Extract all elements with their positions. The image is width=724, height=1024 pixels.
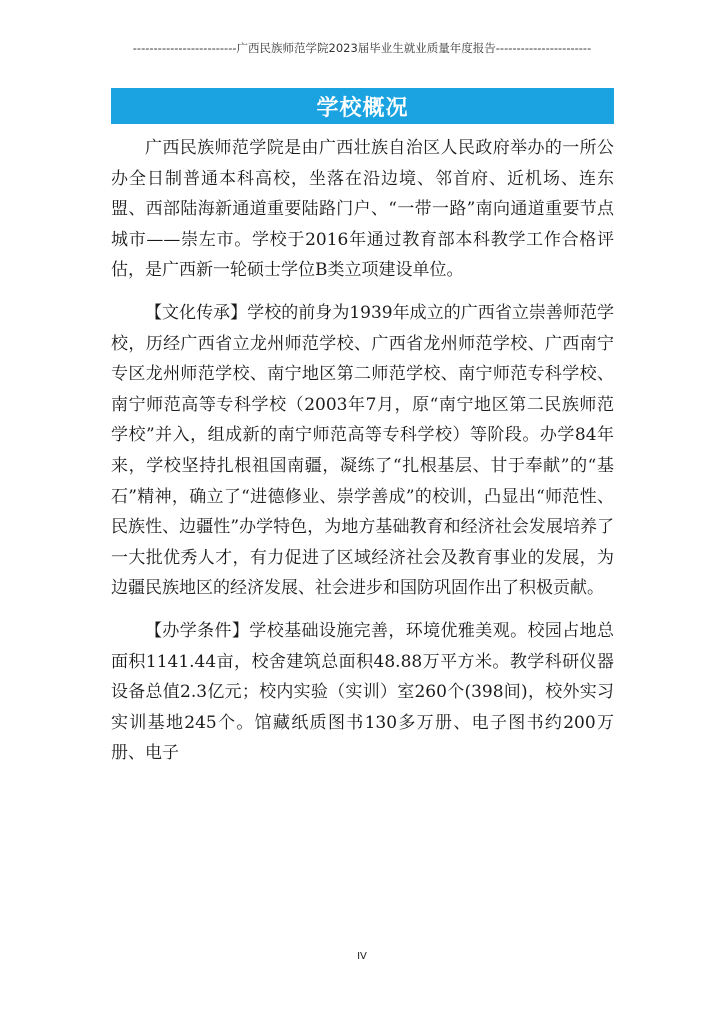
running-header: -------------------------广西民族师范学院2023届毕业生就业质量年度报告-----------------------: [132, 41, 592, 55]
section-title: 学校概况: [316, 95, 409, 121]
paragraph-cultural-heritage: 【文化传承】学校的前身为1939年成立的广西省立崇善师范学校，历经广西省立龙州师范学校、广西省龙州师范学校、广西南宁专区龙州师范学校、南宁地区第二师范学校、南宁师范专科学校、南宁师范高等专科学校（2003年7月，原“南宁地区第二民族师范学校”并入，组成新的南宁师范高等专科学校）等阶段。办学84年来，学校坚持扎根祖国南疆，凝练了“扎根基层、甘于奉献”的“基石”精神，确立了“进德修业、崇学善成”的校训，凸显出“师范性、民族性、边疆性”办学特色，为地方基础教育和经济社会发展培养了一大批优秀人才，有力促进了区域经济社会及教育事业的发展，为边疆民族地区的经济发展、社会进步和国防巩固作出了积极贡献。: [111, 302, 614, 599]
paragraph-intro: 广西民族师范学院是由广西壮族自治区人民政府举办的一所公办全日制普通本科高校，坐落在沿边境、邻首府、近机场、连东盟、西部陆海新通道重要陆路门户、“一带一路”南向通道重要节点城市——崇左市。学校于2016年通过教育部本科教学工作合格评估，是广西新一轮硕士学位B类立项建设单位。: [111, 138, 614, 281]
body-text: [111, 133, 614, 781]
section-title-bar: [111, 88, 614, 124]
paragraph-school-conditions: 【办学条件】学校基础设施完善，环境优雅美观。校园占地总面积1141.44亩，校舍建筑总面积48.88万平方米。教学科研仪器设备总值2.3亿元；校内实验（实训）室260个(398间)，校外实习实训基地245个。馆藏纸质图书130多万册、电子图书约200万册、电子: [111, 620, 614, 764]
page-number: IV: [357, 951, 367, 962]
